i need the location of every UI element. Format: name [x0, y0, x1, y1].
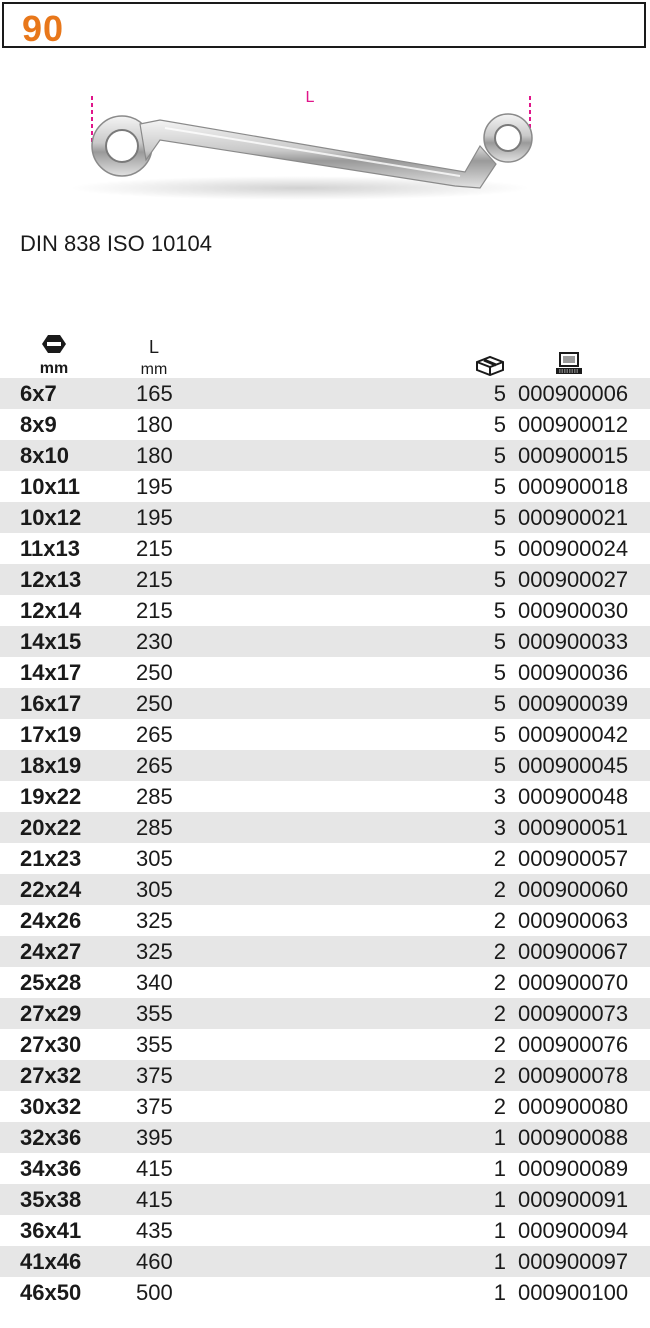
size-cell: 14x15 [20, 629, 82, 654]
length-cell: 435 [136, 1218, 173, 1243]
quantity-cell: 5 [493, 443, 506, 468]
item-code-cell: 000900021 [518, 505, 629, 530]
table-row [0, 1246, 650, 1277]
length-cell: 265 [136, 722, 173, 747]
size-unit: mm [39, 360, 69, 377]
table-row [0, 626, 650, 657]
table-row [0, 1277, 650, 1308]
dimension-label: L [305, 89, 315, 106]
catalog-number: 90 [22, 8, 65, 49]
item-code-cell: 000900024 [518, 536, 629, 561]
length-cell: 285 [136, 784, 173, 809]
size-cell: 10x12 [20, 505, 82, 530]
length-cell: 265 [136, 753, 173, 778]
table-row [0, 998, 650, 1029]
qty-column-header [472, 354, 508, 381]
item-code-cell: 000900088 [518, 1125, 629, 1150]
length-cell: 230 [136, 629, 173, 654]
item-code-cell: 000900048 [518, 784, 629, 809]
length-cell: 195 [136, 474, 173, 499]
table-row [0, 905, 650, 936]
quantity-cell: 5 [493, 598, 506, 623]
table-row [0, 471, 650, 502]
length-cell: 375 [136, 1094, 173, 1119]
length-cell: 355 [136, 1001, 173, 1026]
size-cell: 27x32 [20, 1063, 82, 1088]
size-cell: 46x50 [20, 1280, 82, 1305]
wrench-illustration [0, 80, 650, 220]
quantity-cell: 5 [493, 412, 506, 437]
length-cell: 250 [136, 691, 173, 716]
table-row [0, 502, 650, 533]
size-cell: 18x19 [20, 753, 82, 778]
item-code-cell: 000900097 [518, 1249, 629, 1274]
quantity-cell: 5 [493, 691, 506, 716]
computer-icon [554, 352, 584, 376]
length-cell: 285 [136, 815, 173, 840]
product-table [0, 378, 650, 1308]
quantity-cell: 2 [493, 877, 506, 902]
quantity-cell: 2 [493, 1094, 506, 1119]
item-code-cell: 000900091 [518, 1187, 629, 1212]
length-unit: mm [140, 361, 168, 378]
quantity-cell: 2 [493, 970, 506, 995]
table-row [0, 1060, 650, 1091]
item-code-cell: 000900094 [518, 1218, 629, 1243]
table-row [0, 936, 650, 967]
size-cell: 8x9 [20, 412, 57, 437]
length-cell: 415 [136, 1156, 173, 1181]
package-icon [474, 354, 506, 376]
item-code-cell: 000900006 [518, 381, 629, 406]
length-cell: 355 [136, 1032, 173, 1057]
item-code-cell: 000900018 [518, 474, 629, 499]
length-cell: 340 [136, 970, 173, 995]
quantity-cell: 5 [493, 660, 506, 685]
length-label: L [148, 337, 159, 357]
quantity-cell: 2 [493, 1001, 506, 1026]
quantity-cell: 5 [493, 629, 506, 654]
code-column-header [552, 352, 586, 381]
size-cell: 35x38 [20, 1187, 82, 1212]
table-row [0, 812, 650, 843]
length-cell: 180 [136, 412, 173, 437]
quantity-cell: 3 [493, 815, 506, 840]
size-cell: 12x13 [20, 567, 82, 592]
size-cell: 11x13 [20, 536, 80, 561]
table-row [0, 440, 650, 471]
size-cell: 8x10 [20, 443, 69, 468]
table-row [0, 409, 650, 440]
header-box [2, 2, 646, 48]
length-cell: 305 [136, 877, 173, 902]
length-cell: 325 [136, 939, 173, 964]
quantity-cell: 1 [493, 1156, 506, 1181]
table-row [0, 564, 650, 595]
item-code-cell: 000900100 [518, 1280, 629, 1305]
size-cell: 36x41 [20, 1218, 82, 1243]
size-cell: 22x24 [20, 877, 82, 902]
item-code-cell: 000900012 [518, 412, 629, 437]
size-cell: 32x36 [20, 1125, 82, 1150]
length-cell: 195 [136, 505, 173, 530]
nut-icon [41, 333, 67, 355]
table-row [0, 1153, 650, 1184]
item-code-cell: 000900045 [518, 753, 629, 778]
table-row [0, 1122, 650, 1153]
quantity-cell: 5 [493, 536, 506, 561]
size-column-header [34, 333, 74, 378]
table-row [0, 1184, 650, 1215]
quantity-cell: 1 [493, 1280, 506, 1305]
quantity-cell: 1 [493, 1218, 506, 1243]
item-code-cell: 000900067 [518, 939, 629, 964]
length-cell: 250 [136, 660, 173, 685]
table-row [0, 750, 650, 781]
quantity-cell: 2 [493, 939, 506, 964]
size-cell: 24x26 [20, 908, 82, 933]
item-code-cell: 000900060 [518, 877, 629, 902]
length-cell: 395 [136, 1125, 173, 1150]
quantity-cell: 2 [493, 846, 506, 871]
product-image [0, 80, 650, 220]
size-cell: 19x22 [20, 784, 82, 809]
size-cell: 34x36 [20, 1156, 82, 1181]
item-code-cell: 000900057 [518, 846, 629, 871]
quantity-cell: 5 [493, 567, 506, 592]
size-cell: 41x46 [20, 1249, 82, 1274]
length-cell: 215 [136, 598, 173, 623]
quantity-cell: 5 [493, 722, 506, 747]
item-code-cell: 000900036 [518, 660, 629, 685]
size-cell: 17x19 [20, 722, 82, 747]
table-row [0, 1029, 650, 1060]
size-cell: 10x11 [20, 474, 80, 499]
length-cell: 460 [136, 1249, 173, 1274]
quantity-cell: 5 [493, 474, 506, 499]
size-cell: 20x22 [20, 815, 82, 840]
quantity-cell: 5 [493, 753, 506, 778]
length-cell: 325 [136, 908, 173, 933]
item-code-cell: 000900027 [518, 567, 629, 592]
item-code-cell: 000900070 [518, 970, 629, 995]
length-cell: 180 [136, 443, 173, 468]
table-row [0, 781, 650, 812]
table-row [0, 688, 650, 719]
item-code-cell: 000900051 [518, 815, 629, 840]
table-row [0, 595, 650, 626]
table-row [0, 843, 650, 874]
size-cell: 16x17 [20, 691, 82, 716]
quantity-cell: 2 [493, 1032, 506, 1057]
length-column-header [134, 336, 174, 382]
item-code-cell: 000900080 [518, 1094, 629, 1119]
size-cell: 30x32 [20, 1094, 82, 1119]
quantity-cell: 5 [493, 505, 506, 530]
quantity-cell: 5 [493, 381, 506, 406]
length-cell: 500 [136, 1280, 173, 1305]
length-cell: 215 [136, 567, 173, 592]
quantity-cell: 1 [493, 1187, 506, 1212]
item-code-cell: 000900033 [518, 629, 629, 654]
table-row [0, 533, 650, 564]
table-row [0, 874, 650, 905]
size-cell: 27x29 [20, 1001, 82, 1026]
table-row [0, 1215, 650, 1246]
length-cell: 165 [136, 381, 173, 406]
quantity-cell: 3 [493, 784, 506, 809]
table-row [0, 657, 650, 688]
length-cell: 215 [136, 536, 173, 561]
table-row [0, 967, 650, 998]
item-code-cell: 000900078 [518, 1063, 629, 1088]
standard-text: DIN 838 ISO 10104 [20, 231, 213, 256]
item-code-cell: 000900042 [518, 722, 629, 747]
quantity-cell: 2 [493, 908, 506, 933]
size-cell: 6x7 [20, 381, 57, 406]
size-cell: 12x14 [20, 598, 82, 623]
item-code-cell: 000900089 [518, 1156, 629, 1181]
item-code-cell: 000900073 [518, 1001, 629, 1026]
item-code-cell: 000900015 [518, 443, 629, 468]
item-code-cell: 000900063 [518, 908, 629, 933]
item-code-cell: 000900030 [518, 598, 629, 623]
quantity-cell: 1 [493, 1125, 506, 1150]
table-row [0, 719, 650, 750]
item-code-cell: 000900076 [518, 1032, 629, 1057]
length-cell: 415 [136, 1187, 173, 1212]
size-cell: 27x30 [20, 1032, 82, 1057]
size-cell: 14x17 [20, 660, 82, 685]
table-row [0, 1091, 650, 1122]
quantity-cell: 1 [493, 1249, 506, 1274]
length-cell: 375 [136, 1063, 173, 1088]
size-cell: 24x27 [20, 939, 82, 964]
table-row [0, 378, 650, 409]
item-code-cell: 000900039 [518, 691, 629, 716]
size-cell: 25x28 [20, 970, 82, 995]
length-cell: 305 [136, 846, 173, 871]
quantity-cell: 2 [493, 1063, 506, 1088]
size-cell: 21x23 [20, 846, 82, 871]
